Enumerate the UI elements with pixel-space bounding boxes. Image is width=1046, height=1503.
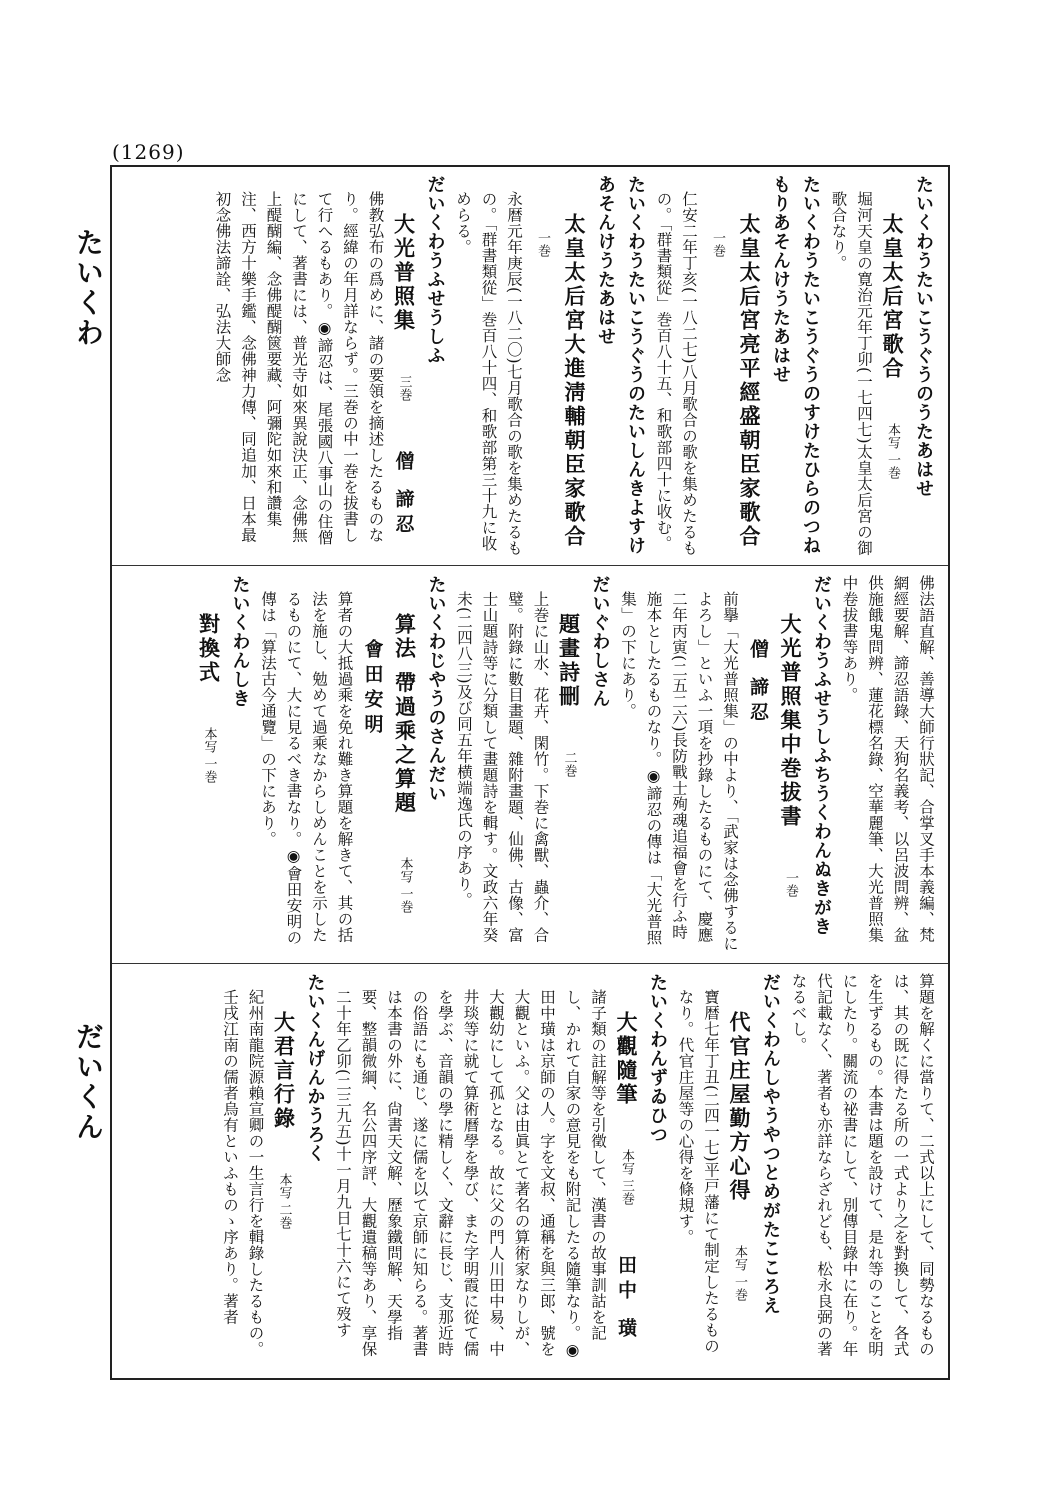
entry-body: 永暦元年庚辰(一八二〇)七月歌合の歌を集めたるもの。「群書類從」巻百八十四、和歌部第三十九に收めらる。 (454, 191, 523, 557)
entry-volume: 一巻 (710, 231, 725, 257)
entry-heading: たいくわうたいこうぐうのたいしんきよすけあそんけうたあはせ (595, 175, 646, 555)
entry-title: 代官庄屋勤方心得 (727, 1011, 752, 1203)
entry-body: 堀河天皇の寛治元年丁卯(一七四七)太皇太后宮の御歌合なり。 (829, 191, 873, 557)
entry-heading: だいぐわしさん (589, 575, 611, 708)
entry-body: 仁安二年丁亥(一八二七)八月歌合の歌を集めたるもの。「群書類從」巻百八十五、和歌部四十に收む。 (654, 191, 698, 557)
entry-title: 太皇太后宮大進淸輔朝臣家歌合 (562, 213, 587, 549)
entry-title: 大光普照集中巻拔書 (778, 613, 803, 829)
entry-title-line (268, 973, 300, 1370)
entry-title-line (701, 175, 765, 557)
entry-volume: 一巻 (783, 871, 798, 897)
entry-title: 太皇太后宮亮平經盛朝臣家歌合 (737, 213, 762, 549)
entry-title-line (742, 575, 806, 955)
entry-title-line (876, 175, 908, 557)
entry-volume: 本写 三巻 (619, 1149, 634, 1206)
entry-body: 算者の大抵過乘を免れ難き算題を解きて、其の括法を施し、勉めて過乘なからしめんことを示したるものにて、大に見るべき書なり。◉會田安明の傳は「算法古今通覽」の下にあり。 (259, 591, 354, 946)
entry-title: 大君言行錄 (271, 1011, 297, 1131)
entry-title-line (388, 175, 420, 557)
entry-volume: 一巻 (535, 231, 550, 257)
entry-volume: 二巻 (561, 751, 577, 777)
entry-title-line (357, 575, 421, 955)
entry-title: 題畫詩刪 (556, 613, 582, 709)
entry-title: 大觀隨筆 (614, 1011, 639, 1107)
entry-title-line (723, 973, 755, 1370)
entry-volume: 本写 二巻 (276, 1173, 292, 1230)
entry-title-line (526, 175, 590, 557)
page-frame (110, 165, 950, 1380)
band-middle (112, 567, 948, 963)
entry-body: 上巻に山水、花卉、閑竹。下巻に禽獸、蟲介、合璧。附錄に數目畫題、雜附畫題、仙佛、古像、富士山題詩等に分類して畫題詩を輯す。文政六年癸未(二四八三)及び同五年横端逸氏の序あり。 (455, 591, 550, 943)
band-top (112, 167, 948, 565)
entry-title-line (193, 575, 225, 955)
entry-heading: たいくわんしき (229, 575, 251, 708)
entry-volume: 本写 一巻 (732, 1245, 747, 1302)
entry-heading: たいくわうたいこうぐうのすけたひらのつねもりあそんけうたあはせ (770, 175, 821, 555)
entry-body: 佛教弘布の爲めに、諸の要領を摘述したるものなり。經緯の年月詳ならず。三巻の中一巻を拔書して行へるもあり。◉諦忍は、尾張國八事山の住僧にして、著書には、普光寺如來異說決正、念佛無上醍醐編、念佛醍醐篋要藏、阿彌陀如來和讚集注、西方十樂手鑑、念佛神力傳、同追加、日本最初念佛法諦詮、弘法大師念 (213, 191, 385, 546)
entry-volume: 本写 一巻 (201, 727, 217, 784)
entry-heading: たいくわんずゐひつ (647, 973, 668, 1144)
entry-heading: だいくわんしやうやつとめがたこころえ (760, 973, 781, 1315)
entry-volume: 本写 一巻 (885, 423, 900, 480)
entry-volume: 本写 一巻 (397, 857, 413, 914)
entry-heading: たいくわじやうのさんだい (425, 575, 447, 803)
entry-author: 僧 諦忍 (392, 451, 415, 539)
entry-heading: たいくんげんかうろく (304, 973, 326, 1163)
side-label-bottom: だいくん (72, 1022, 105, 1142)
entry-author: 僧 諦忍 (747, 639, 769, 727)
entry-title: 算法 帶過乘之算題 (392, 613, 418, 816)
page-number: (1269) (112, 140, 185, 164)
side-label-top: たいくわ (72, 228, 105, 348)
entry-body: 寶暦七年丁丑(二四一七)平戸藩にて制定したるものなり。代官庄屋等の心得を條規す。 (676, 989, 720, 1355)
band-divider (112, 565, 948, 566)
entry-body: 紀州南龍院源賴宣卿の一生言行を輯錄したるもの。壬戌江南の儒者烏有といふものゝ序あり。著者 (221, 989, 265, 1357)
entry-body: 佛法語直解、善導大師行狀記、合掌叉手本義編、梵網經要解、諦忍語錄、天狗名義考、以呂波問辨、盆供施餓鬼問辨、蓮花標名錄、空華麗筆、大光普照集中卷拔書等あり。 (840, 575, 935, 943)
entry-heading: だいくわうふせうしふ (424, 175, 446, 365)
band-bottom (112, 965, 948, 1378)
entry-heading: だいくわうふせうしふちうくわんぬきがき (811, 575, 832, 936)
entry-body: 算題を解くに當りて、二式以上にして、同勢なるものは、其の既に得たる所の一式より之を對換して、各式を生ずるもの。本書は題を設けて、是れ等のことを明にしたり。關流の祕書にして、別傳目錄中に在り。年代記載なく、著者も亦詳ならざれども、松永良弼の著なるべし。 (789, 973, 935, 1357)
entry-title-line (610, 973, 642, 1370)
entry-title-line (553, 575, 585, 955)
entry-body: 諸子類の註解等を引徵して、漢書の故事訓詁を記し、かれて自家の意見をも附記したる隨筆なり。◉田中璜は京師の人。字を文叔、通稱を與三郎、號を大觀といふ。父は由眞とて著名の算術家なりしが、大觀幼にして孤となる。故に父の門人川田中易、中井琰等に就て算術曆學を學び、また字明霞に從て儒を學ぶ、音韻の學に精しく、文辭に長じ、支那近時の俗語にも通じ、遂に儒を以て京師に知らる。著書は本書の外に、尙書天文解、歷象鐵問解、天學指要、整韻微綱、名公四序評、大觀遺稿等あり、享保二十年乙卯(二三九五)十一月九日七十六にて歿す (334, 989, 607, 1360)
entry-heading: たいくわうたいこうぐうのうたあはせ (913, 175, 934, 498)
entry-title: 大光普照集 (391, 213, 417, 333)
entry-body: 前擧「大光普照集」の中より、「武家は念佛するによろし」といふ一項を抄錄したるものにて、慶應二年丙寅(二五二六)長防戰士殉魂追福會を行ふ時施本としたるものなり。◉諦忍の傳は「大光普照集」の下にあり。 (619, 591, 739, 952)
entry-volume: 三巻 (396, 375, 412, 401)
band-divider (112, 963, 948, 964)
entry-author: 會田安明 (361, 639, 384, 739)
entry-title: 對換式 (196, 613, 222, 685)
entry-author: 田中 璜 (615, 1255, 637, 1343)
entry-title: 太皇太后宮歌合 (880, 213, 905, 381)
